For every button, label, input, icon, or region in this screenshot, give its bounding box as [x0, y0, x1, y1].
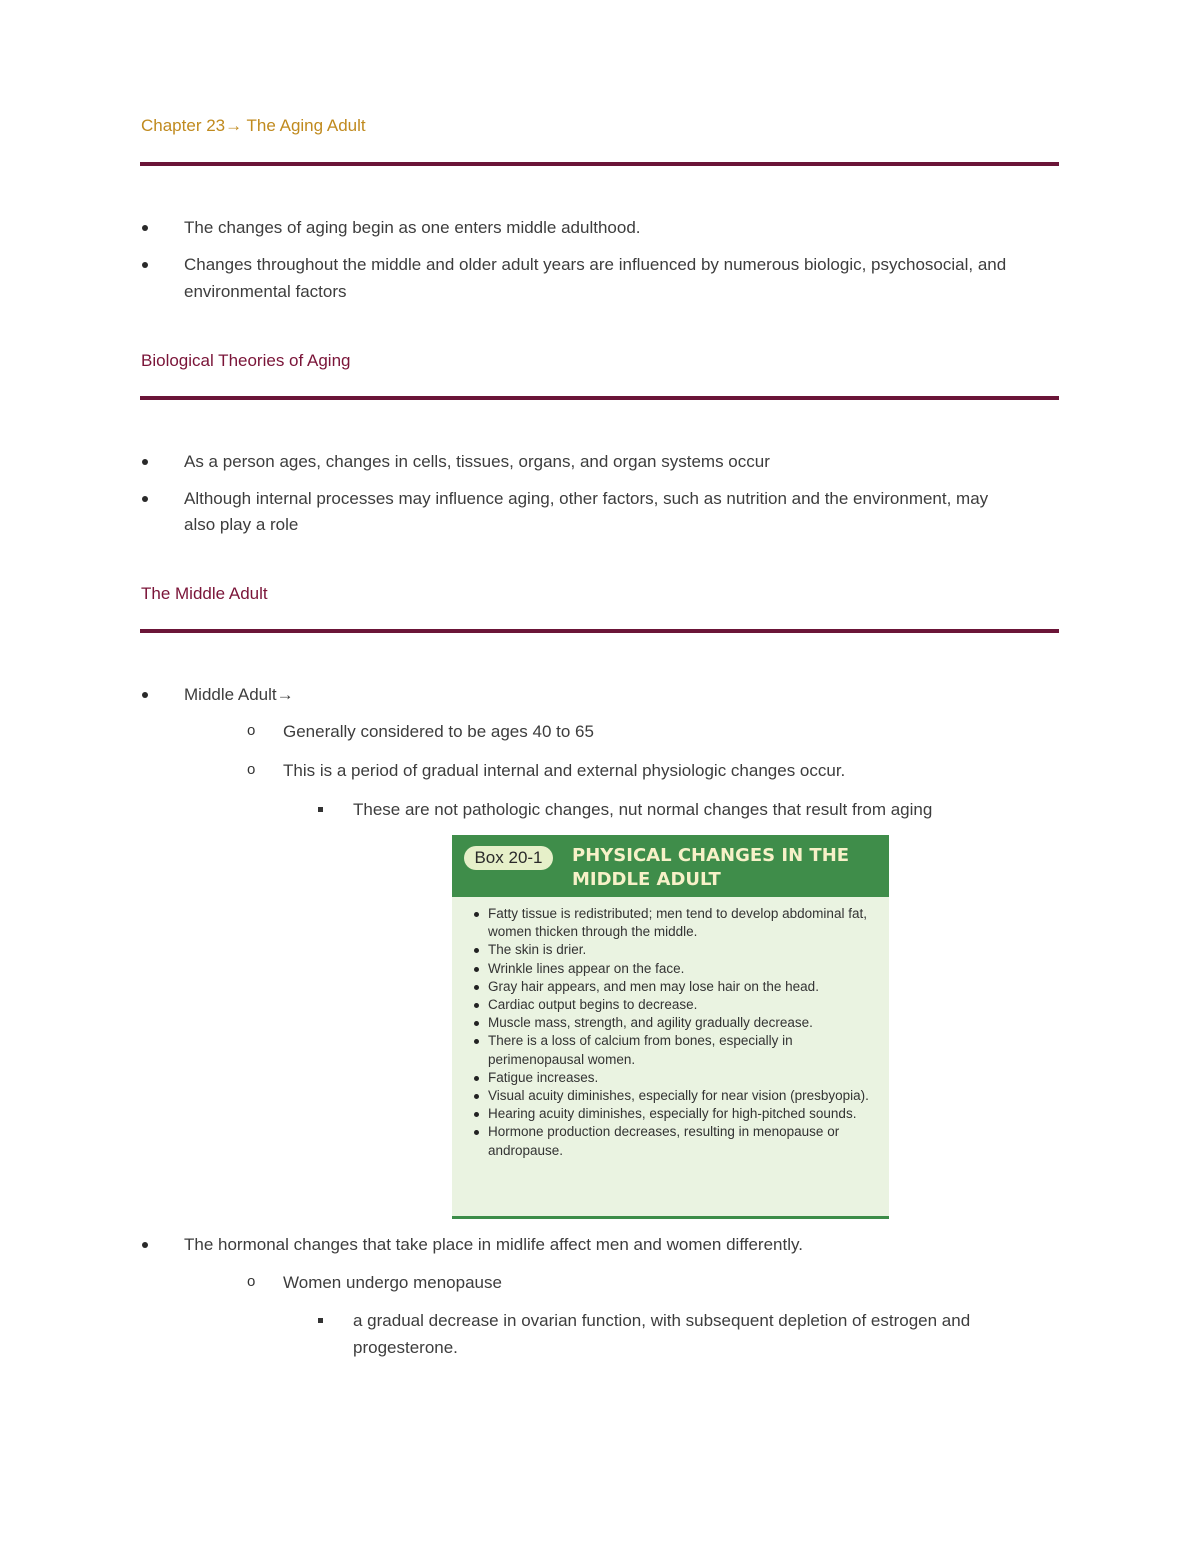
bio-bullet-2: Although internal processes may influence aging, other factors, such as nutrition and the environment, may: [184, 489, 989, 508]
bullet-dot: [142, 496, 148, 502]
box-list-item: Wrinkle lines appear on the face.: [472, 960, 882, 978]
box-tag: Box 20-1: [464, 846, 553, 870]
bullet-dot: [474, 1039, 479, 1044]
section-rule: [140, 629, 1059, 633]
heading-middle-adult: The Middle Adult: [141, 584, 268, 603]
bullet-dot: [142, 459, 148, 465]
bullet-dot: [474, 1076, 479, 1081]
bullet-dot: [474, 985, 479, 990]
hormonal-bullet: The hormonal changes that take place in midlife affect men and women differently.: [184, 1235, 803, 1254]
bullet-dot: [142, 1242, 148, 1248]
circle-bullet-icon: o: [247, 722, 256, 739]
intro-bullet-2: Changes throughout the middle and older adult years are influenced by numerous biologic, psychosocial, and: [184, 255, 1007, 274]
bullet-dot: [474, 1094, 479, 1099]
middle-adult-subsub-1: These are not pathologic changes, nut normal changes that result from aging: [353, 800, 933, 819]
bullet-dot: [474, 1112, 479, 1117]
heading-biological-theories: Biological Theories of Aging: [141, 351, 351, 370]
bullet-dot: [474, 967, 479, 972]
bullet-dot: [142, 262, 148, 268]
box-list-item: There is a loss of calcium from bones, especially in perimenopausal women.: [472, 1032, 882, 1068]
box-header: [452, 835, 889, 897]
square-bullet-icon: [318, 1318, 323, 1323]
box-list-item: Muscle mass, strength, and agility gradually decrease.: [472, 1014, 882, 1032]
bullet-dot: [474, 1130, 479, 1135]
square-bullet-icon: [318, 807, 323, 812]
bullet-dot: [142, 692, 148, 698]
middle-adult-bullet: Middle Adult→: [184, 685, 294, 704]
bio-bullet-2-cont: also play a role: [184, 515, 299, 534]
intro-bullet-2-cont: environmental factors: [184, 282, 347, 301]
middle-adult-sub-1: Generally considered to be ages 40 to 65: [283, 722, 594, 741]
box-list-item: Hormone production decreases, resulting in menopause or andropause.: [472, 1123, 882, 1159]
chapter-title: Chapter 23→ The Aging Adult: [141, 116, 366, 135]
box-title: [572, 844, 872, 892]
box-list-item: Gray hair appears, and men may lose hair on the head.: [472, 978, 882, 996]
box-list-item: Fatigue increases.: [472, 1069, 882, 1087]
box-list: [472, 905, 882, 1160]
bullet-dot: [474, 948, 479, 953]
bullet-dot: [474, 912, 479, 917]
box-list-item: The skin is drier.: [472, 941, 882, 959]
box-list-item: Hearing acuity diminishes, especially for high-pitched sounds.: [472, 1105, 882, 1123]
bullet-dot: [474, 1003, 479, 1008]
section-rule: [140, 396, 1059, 400]
hormonal-sub-1: Women undergo menopause: [283, 1273, 502, 1292]
intro-bullet-1: The changes of aging begin as one enters middle adulthood.: [184, 218, 641, 237]
box-title-line-1: PHYSICAL CHANGES IN THE: [572, 845, 850, 866]
bullet-dot: [474, 1021, 479, 1026]
box-list-item: Visual acuity diminishes, especially for near vision (presbyopia).: [472, 1087, 882, 1105]
middle-adult-sub-2: This is a period of gradual internal and external physiologic changes occur.: [283, 761, 846, 780]
hormonal-subsub-1: a gradual decrease in ovarian function, with subsequent depletion of estrogen and: [353, 1311, 971, 1330]
box-list-item: Fatty tissue is redistributed; men tend to develop abdominal fat, women thicken through the middle.: [472, 905, 882, 941]
bio-bullet-1: As a person ages, changes in cells, tissues, organs, and organ systems occur: [184, 452, 770, 471]
box-physical-changes: [452, 835, 889, 1219]
circle-bullet-icon: o: [247, 1273, 256, 1290]
box-list-item: Cardiac output begins to decrease.: [472, 996, 882, 1014]
bullet-dot: [142, 225, 148, 231]
hormonal-subsub-1-cont: progesterone.: [353, 1338, 458, 1357]
box-title-line-2: MIDDLE ADULT: [572, 869, 721, 890]
section-rule: [140, 162, 1059, 166]
circle-bullet-icon: o: [247, 761, 256, 778]
